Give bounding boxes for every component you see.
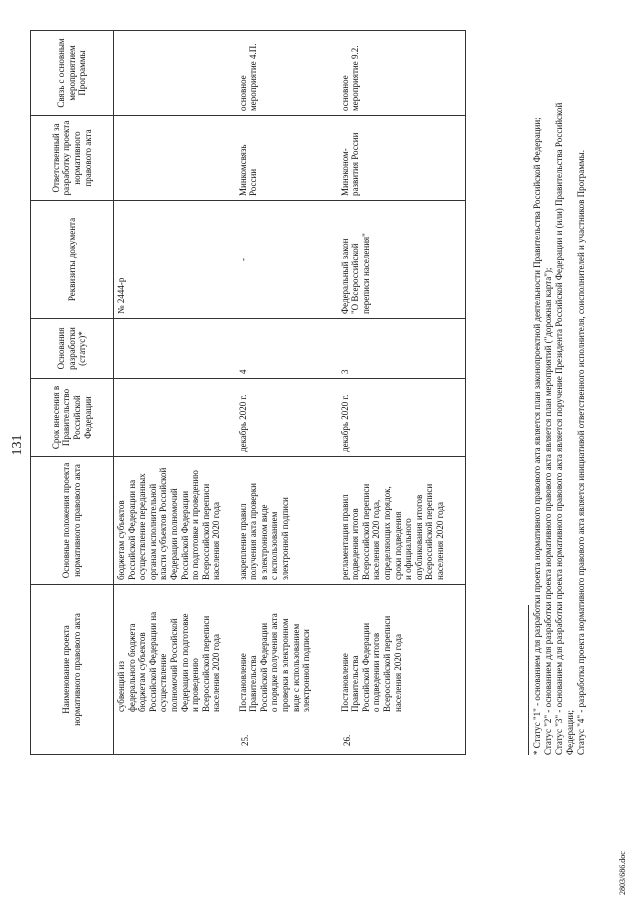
cell-program-link — [338, 31, 466, 116]
cell-text-line: "О Всероссийской — [350, 243, 361, 314]
cell-responsible — [338, 116, 466, 201]
cell-text-line: Российской Федерации — [179, 490, 190, 580]
cell-text-line: развития России — [350, 132, 361, 196]
cell-text-line: Срок внесения в — [50, 385, 61, 450]
cell-text-line: бюджетам субъектов — [116, 500, 126, 580]
cell-deadline — [236, 379, 338, 457]
header-status — [31, 319, 114, 379]
cell-text-line: Минэконом- — [339, 148, 350, 196]
cell-text-line: Минкомсвязь — [237, 144, 248, 196]
cell-text-line: подведения итогов — [350, 508, 361, 580]
row-number: 26. — [341, 734, 352, 746]
cell-text-line: - — [237, 258, 248, 261]
cell-text-line: электронной подписи — [301, 629, 312, 712]
row-number: 25. — [239, 734, 250, 746]
cell-text-line: мероприятие 4.П. — [248, 43, 259, 111]
cell-text-line: органам исполнительной — [147, 483, 158, 580]
cell-status — [236, 319, 338, 379]
cell-text-line: нормативного — [72, 131, 82, 185]
row-number — [116, 712, 222, 750]
cell-main-provisions — [338, 457, 466, 585]
table-row — [338, 31, 466, 755]
cell-program-link — [114, 31, 236, 116]
cell-text-line: населения 2020 года — [211, 634, 222, 712]
page-number: 131 — [10, 434, 25, 456]
cell-text-line: в электронном виде — [258, 504, 269, 580]
cell-text-line: и проведению — [190, 658, 201, 712]
cell-text-line: электронной подписи — [279, 497, 290, 580]
footnote-line: Федерации; — [564, 709, 575, 755]
cell-text-line: Федерации по подготовке — [179, 613, 190, 712]
cell-text-line: Ответственный за — [50, 123, 61, 193]
cell-requisites — [114, 201, 236, 319]
cell-text-line: получения акта проверки — [248, 483, 259, 580]
header-main-provisions — [31, 457, 114, 585]
cell-status — [338, 319, 466, 379]
cell-text-line: Правительства — [350, 655, 361, 712]
cell-text-line: регламентация правил — [339, 494, 350, 580]
footnote-line: Статус "2" - основанием для разработки проекта нормативного правового акта является план мероприятий ("дорожная карта"); — [542, 267, 553, 755]
cell-text-line: Наименование проекта — [61, 625, 72, 714]
cell-deadline — [114, 379, 236, 457]
cell-text-line: виде с использованием — [290, 623, 301, 712]
header-deadline — [31, 379, 114, 457]
cell-text-line: опубликования итогов — [413, 494, 424, 580]
cell-text-line: Всероссийской переписи — [381, 615, 392, 712]
cell-text-line: населения 2020 года — [434, 502, 445, 580]
cell-requisites — [236, 201, 338, 319]
document-filename: 2803/686.doc — [618, 851, 627, 895]
cell-text-line: Правительство — [61, 388, 72, 447]
table-header-row — [31, 31, 114, 755]
cell-text-line: разработки — [66, 327, 77, 370]
cell-text-line: Связь с основным — [56, 38, 67, 108]
cell-text-line: декабрь 2020 г. — [237, 394, 248, 452]
cell-text-line: по подготовке и проведению — [190, 470, 201, 580]
regulatory-acts-table — [30, 30, 466, 755]
cell-text-line: Российской Федерации на — [147, 611, 158, 712]
cell-text-line: Реквизиты документа — [66, 217, 77, 302]
cell-text-line: Всероссийской переписи — [424, 483, 435, 580]
act-name-text — [238, 589, 312, 712]
cell-text-line: Основания — [56, 327, 67, 370]
cell-text-line: федерального бюджета — [126, 623, 137, 712]
footnotes — [532, 15, 587, 755]
cell-text-line: основное — [237, 75, 248, 111]
act-name-text — [340, 589, 404, 712]
cell-text-line: сроки подведения — [392, 511, 403, 580]
cell-text-line: мероприятие 9.2. — [350, 45, 361, 111]
act-name-text — [116, 589, 222, 712]
cell-status — [114, 319, 236, 379]
cell-text-line: проверки в электронном — [279, 618, 290, 712]
cell-responsible — [236, 116, 338, 201]
cell-text-line: Всероссийской переписи — [200, 615, 211, 712]
cell-text-line: Федерации полномочий — [169, 488, 180, 580]
cell-act-name — [338, 585, 466, 755]
header-responsible — [31, 116, 114, 201]
table-row — [236, 31, 338, 755]
cell-text-line: Всероссийской переписи — [360, 483, 371, 580]
cell-text-line: определяющих порядок, — [381, 486, 392, 580]
cell-text-line: Федеральный закон — [339, 238, 350, 314]
cell-deadline — [338, 379, 466, 457]
footnote-line: Статус "3" - основанием для разработки проекта нормативного правового акта является поручение Президента Российской Федерации и (или) Правительства Российской — [553, 102, 564, 755]
footnote-line: * Статус "1" - основанием для разработки проекта нормативного правового акта является план законопроектной деятельности Правительства Российской Федерации; — [532, 117, 542, 755]
cell-text-line: о порядке получения акта — [269, 613, 280, 712]
cell-text-line: Российской — [72, 395, 82, 440]
cell-text-line: о подведении итогов — [371, 632, 382, 712]
cell-text-line: закрепление правил — [237, 503, 248, 580]
cell-text-line: Программы — [77, 50, 88, 96]
cell-text-line: 4 — [237, 369, 248, 374]
cell-text-line: правового акта — [82, 129, 93, 187]
cell-text-line: декабрь 2020 г. — [339, 394, 350, 452]
cell-text-line: мероприятием — [66, 45, 77, 101]
cell-text-line: Федерации — [82, 396, 93, 439]
footnote-divider — [528, 605, 529, 755]
cell-text-line: нормативного правового акта — [72, 613, 82, 726]
cell-text-line: и официального — [403, 518, 414, 580]
table-row — [114, 31, 236, 755]
cell-program-link — [236, 31, 338, 116]
cell-act-name — [114, 585, 236, 755]
header-requisites — [31, 201, 114, 319]
cell-text-line: полномочий Российской — [169, 618, 180, 712]
cell-text-line: Российской Федерации — [258, 622, 269, 712]
cell-text-line: осуществление переданных — [137, 473, 148, 580]
cell-text-line: Всероссийской переписи — [200, 483, 211, 580]
cell-main-provisions — [114, 457, 236, 585]
cell-text-line: власти субъектов Российской — [158, 467, 169, 580]
cell-responsible — [114, 116, 236, 201]
cell-text-line: (статус)* — [77, 331, 88, 366]
cell-text-line: 3 — [339, 369, 350, 374]
cell-text-line: Постановление — [339, 653, 350, 712]
cell-text-line: Российской Федерации — [360, 622, 371, 712]
cell-text-line: Правительства — [248, 655, 259, 712]
header-act-name — [31, 585, 114, 755]
cell-text-line: № 2444-р — [116, 277, 126, 314]
cell-text-line: с использованием — [269, 511, 280, 580]
cell-text-line: Постановление — [237, 653, 248, 712]
cell-act-name — [236, 585, 338, 755]
header-program-link — [31, 31, 114, 116]
cell-text-line: разработку проекта — [61, 120, 72, 196]
cell-text-line: нормативного правового акта — [72, 464, 82, 577]
cell-main-provisions — [236, 457, 338, 585]
cell-text-line: переписи населения" — [360, 233, 371, 314]
cell-text-line: населения 2020 года, — [371, 499, 382, 580]
cell-text-line: бюджетам субъектов — [137, 632, 148, 712]
cell-text-line: населения 2020 года — [211, 502, 222, 580]
footnote-line: Статус "4" - разработка проекта нормативного правового акта является инициативой ответственного исполнителя, соисполнителей и участников Программы. — [575, 150, 586, 755]
cell-requisites — [338, 201, 466, 319]
cell-text-line: России — [248, 168, 259, 196]
cell-text-line: населения 2020 года — [392, 634, 403, 712]
cell-text-line: субвенций из — [116, 661, 126, 712]
cell-text-line: Основные положения проекта — [61, 462, 72, 579]
cell-text-line: Российской Федерации на — [126, 479, 137, 580]
cell-text-line: основное — [339, 75, 350, 111]
cell-text-line: осуществление — [158, 653, 169, 712]
